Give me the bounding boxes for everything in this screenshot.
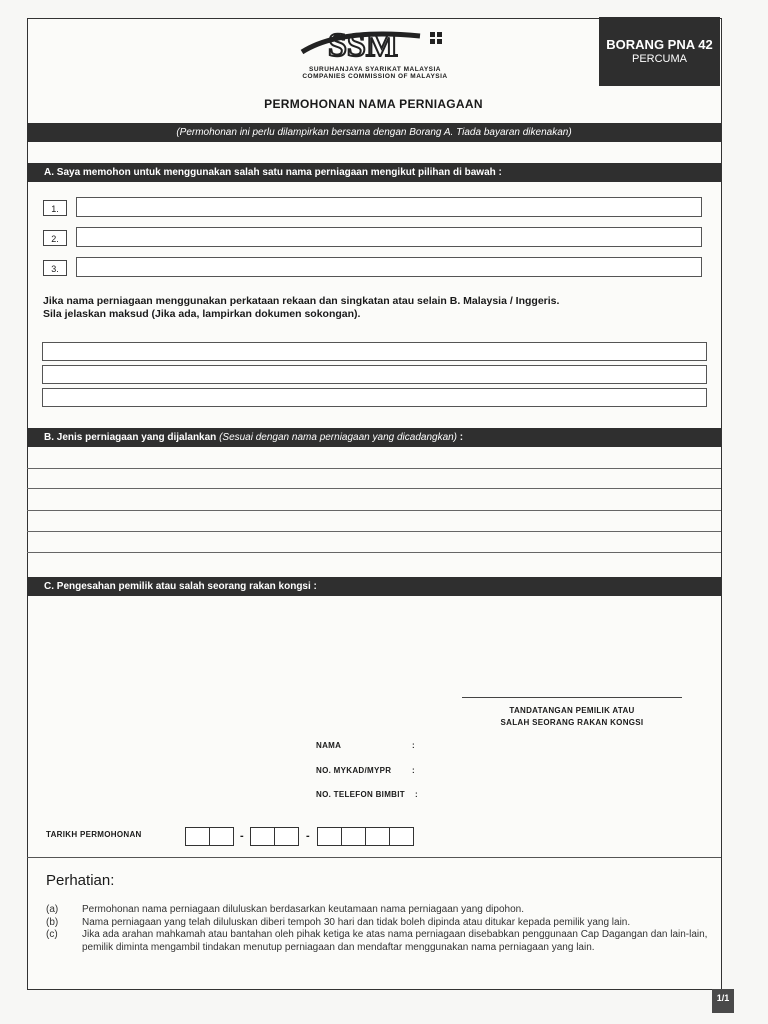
meaning-input-1[interactable] <box>42 342 707 361</box>
page-title: PERMOHONAN NAMA PERNIAGAAN <box>264 97 483 111</box>
business-type-line-1[interactable] <box>27 468 721 469</box>
business-type-line-4[interactable] <box>27 531 721 532</box>
section-a-heading-text: A. Saya memohon untuk menggunakan salah satu nama perniagaan mengikut pilihan di bawah : <box>44 167 502 178</box>
section-b-heading-bold: B. Jenis perniagaan yang dijalankan <box>44 432 217 443</box>
form-code-box <box>599 17 720 86</box>
notice-item-label: (a) <box>46 904 59 915</box>
choice-number-1: 1. <box>43 200 67 216</box>
mykad-colon: : <box>412 766 415 775</box>
meaning-input-3[interactable] <box>42 388 707 407</box>
section-b-heading-tail: : <box>457 432 464 443</box>
section-c-heading <box>27 577 721 596</box>
date-separator-1: - <box>240 830 244 842</box>
signature-line[interactable] <box>462 697 682 698</box>
notice-item <box>46 917 716 930</box>
date-day-digit-2[interactable] <box>209 827 234 846</box>
page-number: 1/1 <box>712 989 734 1013</box>
business-name-choice-3-input[interactable] <box>76 257 702 277</box>
name-label: NAMA <box>316 741 342 750</box>
date-separator-2: - <box>306 830 310 842</box>
date-month <box>250 827 298 846</box>
notice-item-label: (b) <box>46 916 59 928</box>
phone-field <box>316 790 418 799</box>
notice-title: Perhatian: <box>46 872 115 889</box>
notice-divider <box>27 857 721 858</box>
date-month-digit-1[interactable] <box>250 827 275 846</box>
subtitle-bar: (Permohonan ini perlu dilampirkan bersama dengan Borang A. Tiada bayaran dikenakan) <box>27 123 721 142</box>
section-a-heading <box>27 163 721 182</box>
meaning-input-2[interactable] <box>42 365 707 384</box>
mykad-label: NO. MYKAD/MYPR <box>316 766 392 775</box>
signature-caption-line-1: TANDATANGAN PEMILIK ATAU <box>509 706 635 715</box>
name-field <box>316 741 415 750</box>
section-c-heading-text: C. Pengesahan pemilik atau salah seorang rakan kongsi : <box>44 581 317 592</box>
choice-number-3: 3. <box>43 260 67 276</box>
phone-label: NO. TELEFON BIMBIT <box>316 790 405 799</box>
date-month-digit-2[interactable] <box>274 827 299 846</box>
date-year-digit-3[interactable] <box>365 827 390 846</box>
logo-text: SSM <box>328 27 398 64</box>
note-line-2: Sila jelaskan maksud (Jika ada, lampirkan dokumen sokongan). <box>43 308 361 320</box>
business-type-line-5[interactable] <box>27 552 721 553</box>
business-type-line-2[interactable] <box>27 488 721 489</box>
ssm-logo-graphic <box>300 22 450 66</box>
choice-number-2: 2. <box>43 230 67 246</box>
signature-caption <box>462 705 682 729</box>
date-label: TARIKH PERMOHONAN <box>46 830 142 839</box>
business-name-choice-1-input[interactable] <box>76 197 702 217</box>
business-type-line-3[interactable] <box>27 510 721 511</box>
date-day-digit-1[interactable] <box>185 827 210 846</box>
date-day <box>185 827 233 846</box>
notice-item-text: Nama perniagaan yang telah diluluskan diberi tempoh 30 hari dan tidak boleh dipinda atau ditukar kepada pemilik yang lain. <box>82 916 631 928</box>
date-year-digit-1[interactable] <box>317 827 342 846</box>
mykad-field <box>316 766 415 775</box>
org-name-ms: SURUHANJAYA SYARIKAT MALAYSIA <box>308 66 441 73</box>
name-colon: : <box>412 741 415 750</box>
notice-item-label: (c) <box>46 929 58 940</box>
ssm-logo <box>300 22 460 80</box>
phone-colon: : <box>415 790 418 799</box>
notice-item <box>46 904 716 917</box>
note-line-1: Jika nama perniagaan menggunakan perkataan rekaan dan singkatan atau selain B. Malaysia / Inggeris. <box>43 295 560 307</box>
notice-list <box>46 904 716 954</box>
org-name <box>300 66 450 80</box>
section-a-note <box>43 295 559 321</box>
date-year-digit-4[interactable] <box>389 827 414 846</box>
notice-item <box>46 929 716 954</box>
form-code: BORANG PNA 42 <box>606 37 713 52</box>
org-name-en: COMPANIES COMMISSION OF MALAYSIA <box>302 73 448 80</box>
notice-item-text: Permohonan nama perniagaan diluluskan berdasarkan keutamaan nama perniagaan yang dipohon. <box>82 904 524 915</box>
section-b-heading <box>27 428 721 447</box>
section-b-heading-italic: (Sesuai dengan nama perniagaan yang dicadangkan) <box>219 432 458 443</box>
notice-item-text: Jika ada arahan mahkamah atau bantahan oleh pihak ketiga ke atas nama perniagaan disebabkan penggunaan Cap Dagangan dan lain-lain, pemilik diminta mengambil tindakan menutup perniagaan dan mendaftar menggunakan nama perniagaan yang lain. <box>82 929 708 953</box>
signature-caption-line-2: SALAH SEORANG RAKAN KONGSI <box>500 718 644 727</box>
business-name-choice-2-input[interactable] <box>76 227 702 247</box>
date-year <box>317 827 413 846</box>
form-fee: PERCUMA <box>631 53 687 65</box>
date-year-digit-2[interactable] <box>341 827 366 846</box>
